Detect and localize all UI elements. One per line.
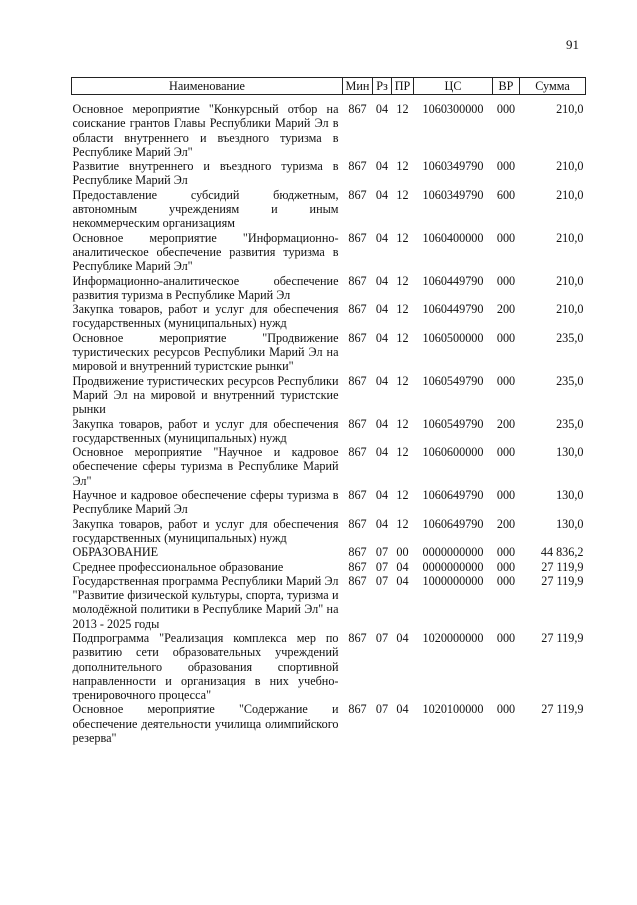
row-sum-cell: 44 836,2 (540, 545, 584, 560)
header-pr: ПР (392, 78, 414, 95)
page-number: 91 (566, 37, 579, 52)
row-pr-cell: 12 (396, 230, 409, 245)
row-rz-cell: 04 (375, 273, 389, 288)
table-row (72, 331, 586, 374)
row-name-cell: Подпрограмма "Реализация комплекса мер по развитию сети образовательных учреждений дополнительного образования спортивной направленности и организация в них учебно-тренировочного процесса" (72, 630, 339, 703)
row-name-cell: ОБРАЗОВАНИЕ (72, 545, 159, 560)
row-name-cell: Основное мероприятие "Информационно-аналитическое обеспечение развития туризма в Республике Марий Эл" (72, 230, 339, 274)
row-sum-cell: 210,0 (556, 102, 584, 116)
row-pr-cell: 00 (396, 545, 409, 560)
row-min-cell: 867 (348, 559, 367, 574)
row-pr-cell: 12 (396, 445, 409, 460)
row-sum-cell: 130,0 (556, 516, 584, 531)
table-row (72, 302, 586, 331)
row-min-cell: 867 (348, 159, 367, 174)
row-min-cell: 867 (348, 630, 367, 645)
table-row (72, 545, 586, 559)
row-min-cell: 867 (348, 230, 367, 245)
row-rz-cell: 04 (375, 102, 389, 116)
row-vr-cell: 200 (496, 516, 516, 531)
header-name: Наименование (72, 78, 343, 95)
row-rz-cell: 07 (375, 573, 389, 588)
row-rz-cell: 07 (375, 702, 389, 717)
table-row (72, 574, 586, 631)
row-name-cell: Предоставление субсидий бюджетным, автономным учреждениям и иным некоммерческим организациям (72, 187, 339, 231)
row-rz-cell: 04 (375, 330, 389, 345)
row-min-cell: 867 (348, 330, 367, 345)
row-cs-cell: 1060649790 (422, 488, 484, 503)
row-cs-cell: 1060449790 (422, 273, 484, 288)
row-rz-cell: 07 (375, 559, 389, 574)
row-cs-cell: 1020000000 (422, 630, 484, 645)
row-pr-cell: 12 (396, 330, 409, 345)
row-vr-cell: 000 (496, 630, 516, 645)
row-min-cell: 867 (348, 302, 367, 317)
row-name-cell: Среднее профессиональное образование (72, 559, 284, 574)
row-pr-cell: 12 (396, 102, 409, 116)
row-vr-cell: 000 (496, 445, 516, 460)
row-rz-cell: 04 (375, 416, 389, 431)
row-vr-cell: 000 (496, 545, 516, 560)
row-pr-cell: 12 (396, 416, 409, 431)
row-vr-cell: 000 (496, 330, 516, 345)
row-cs-cell: 1020100000 (422, 702, 484, 717)
row-sum-cell: 27 119,9 (541, 559, 584, 574)
row-min-cell: 867 (348, 516, 367, 531)
row-cs-cell: 1060500000 (422, 330, 484, 345)
row-cs-cell: 1060349790 (422, 187, 484, 202)
row-name-cell: Научное и кадровое обеспечение сферы туризма в Республике Марий Эл (72, 488, 339, 517)
row-rz-cell: 04 (375, 230, 389, 245)
budget-table (71, 77, 586, 745)
table-row (72, 95, 586, 160)
row-sum-cell: 130,0 (556, 445, 584, 460)
row-vr-cell: 000 (496, 230, 516, 245)
row-pr-cell: 04 (396, 630, 409, 645)
row-pr-cell: 12 (396, 273, 409, 288)
table-row (72, 631, 586, 702)
row-min-cell: 867 (348, 573, 367, 588)
row-sum-cell: 235,0 (556, 373, 584, 388)
row-name-cell: Государственная программа Республики Марий Эл "Развитие физической культуры, спорта, туризма и молодёжной политики в Республике Марий Эл" на 2013 - 2025 годы (72, 573, 339, 631)
row-cs-cell: 1000000000 (422, 573, 484, 588)
row-min-cell: 867 (348, 445, 367, 460)
row-rz-cell: 04 (375, 516, 389, 531)
row-vr-cell: 000 (496, 102, 516, 116)
header-cs: ЦС (414, 78, 493, 95)
row-cs-cell: 1060549790 (422, 416, 484, 431)
row-vr-cell: 200 (496, 416, 516, 431)
table-row (72, 374, 586, 417)
row-min-cell: 867 (348, 273, 367, 288)
row-vr-cell: 200 (496, 302, 516, 317)
table-row (72, 702, 586, 745)
row-vr-cell: 000 (496, 159, 516, 174)
row-pr-cell: 12 (396, 302, 409, 317)
row-min-cell: 867 (348, 488, 367, 503)
row-name-cell: Закупка товаров, работ и услуг для обеспечения государственных (муниципальных) нужд (72, 516, 339, 545)
row-pr-cell: 12 (396, 488, 409, 503)
row-vr-cell: 000 (496, 488, 516, 503)
row-sum-cell: 210,0 (556, 230, 584, 245)
row-name-cell: Основное мероприятие "Конкурсный отбор на соискание грантов Главы Республики Марий Эл в области внутреннего и въездного туризма в Республике Марий Эл" (72, 102, 339, 159)
row-pr-cell: 12 (396, 516, 409, 531)
row-vr-cell: 600 (496, 187, 516, 202)
table-row (72, 417, 586, 446)
row-min-cell: 867 (348, 545, 367, 560)
row-min-cell: 867 (348, 102, 367, 116)
row-sum-cell: 235,0 (556, 330, 584, 345)
row-name-cell: Закупка товаров, работ и услуг для обеспечения государственных (муниципальных) нужд (72, 416, 339, 445)
header-sum: Сумма (520, 78, 586, 95)
row-vr-cell: 000 (496, 702, 516, 717)
row-rz-cell: 04 (375, 187, 389, 202)
row-cs-cell: 0000000000 (422, 545, 484, 560)
row-pr-cell: 12 (396, 159, 409, 174)
row-min-cell: 867 (348, 187, 367, 202)
row-vr-cell: 000 (496, 559, 516, 574)
row-rz-cell: 07 (375, 630, 389, 645)
row-name-cell: Основное мероприятие "Содержание и обеспечение деятельности училища олимпийского резерва" (72, 702, 339, 746)
table-row (72, 274, 586, 303)
row-vr-cell: 000 (496, 373, 516, 388)
row-rz-cell: 04 (375, 488, 389, 503)
row-sum-cell: 130,0 (556, 488, 584, 503)
row-cs-cell: 1060349790 (422, 159, 484, 174)
table-header-row (72, 78, 586, 95)
row-vr-cell: 000 (496, 273, 516, 288)
row-sum-cell: 210,0 (556, 159, 584, 174)
row-name-cell: Основное мероприятие "Продвижение туристических ресурсов Республики Марий Эл на мировой и внутренний туристские рынки" (72, 330, 339, 374)
table-row (72, 445, 586, 488)
row-sum-cell: 27 119,9 (541, 573, 584, 588)
row-sum-cell: 235,0 (556, 416, 584, 431)
row-cs-cell: 0000000000 (422, 559, 484, 574)
table-row (72, 231, 586, 274)
row-sum-cell: 210,0 (556, 273, 584, 288)
row-pr-cell: 04 (396, 559, 409, 574)
row-min-cell: 867 (348, 373, 367, 388)
row-rz-cell: 04 (375, 302, 389, 317)
row-pr-cell: 04 (396, 573, 409, 588)
row-sum-cell: 210,0 (556, 302, 584, 317)
row-name-cell: Закупка товаров, работ и услуг для обеспечения государственных (муниципальных) нужд (72, 302, 339, 331)
row-cs-cell: 1060600000 (422, 445, 484, 460)
table-row (72, 560, 586, 574)
row-sum-cell: 27 119,9 (541, 630, 584, 645)
row-cs-cell: 1060649790 (422, 516, 484, 531)
table-row (72, 188, 586, 231)
row-name-cell: Развитие внутреннего и въездного туризма в Республике Марий Эл (72, 159, 339, 188)
header-vr: ВР (493, 78, 520, 95)
row-rz-cell: 04 (375, 159, 389, 174)
table-row (72, 159, 586, 188)
row-sum-cell: 27 119,9 (541, 702, 584, 717)
row-rz-cell: 04 (375, 373, 389, 388)
table-row (72, 517, 586, 546)
row-rz-cell: 07 (375, 545, 389, 560)
row-sum-cell: 210,0 (556, 187, 584, 202)
row-name-cell: Продвижение туристических ресурсов Республики Марий Эл на мировой и внутренний туристские рынки (72, 373, 339, 417)
header-rz: Рз (373, 78, 392, 95)
row-rz-cell: 04 (375, 445, 389, 460)
row-name-cell: Информационно-аналитическое обеспечение развития туризма в Республике Марий Эл (72, 273, 339, 302)
row-cs-cell: 1060300000 (422, 102, 484, 116)
row-min-cell: 867 (348, 416, 367, 431)
row-pr-cell: 12 (396, 187, 409, 202)
row-name-cell: Основное мероприятие "Научное и кадровое обеспечение сферы туризма в Республике Марий Эл" (72, 445, 339, 488)
row-cs-cell: 1060449790 (422, 302, 484, 317)
row-min-cell: 867 (348, 702, 367, 717)
row-vr-cell: 000 (496, 573, 516, 588)
row-cs-cell: 1060549790 (422, 373, 484, 388)
row-pr-cell: 04 (396, 702, 409, 717)
row-cs-cell: 1060400000 (422, 230, 484, 245)
row-pr-cell: 12 (396, 373, 409, 388)
header-min: Мин (343, 78, 373, 95)
table-row (72, 488, 586, 517)
